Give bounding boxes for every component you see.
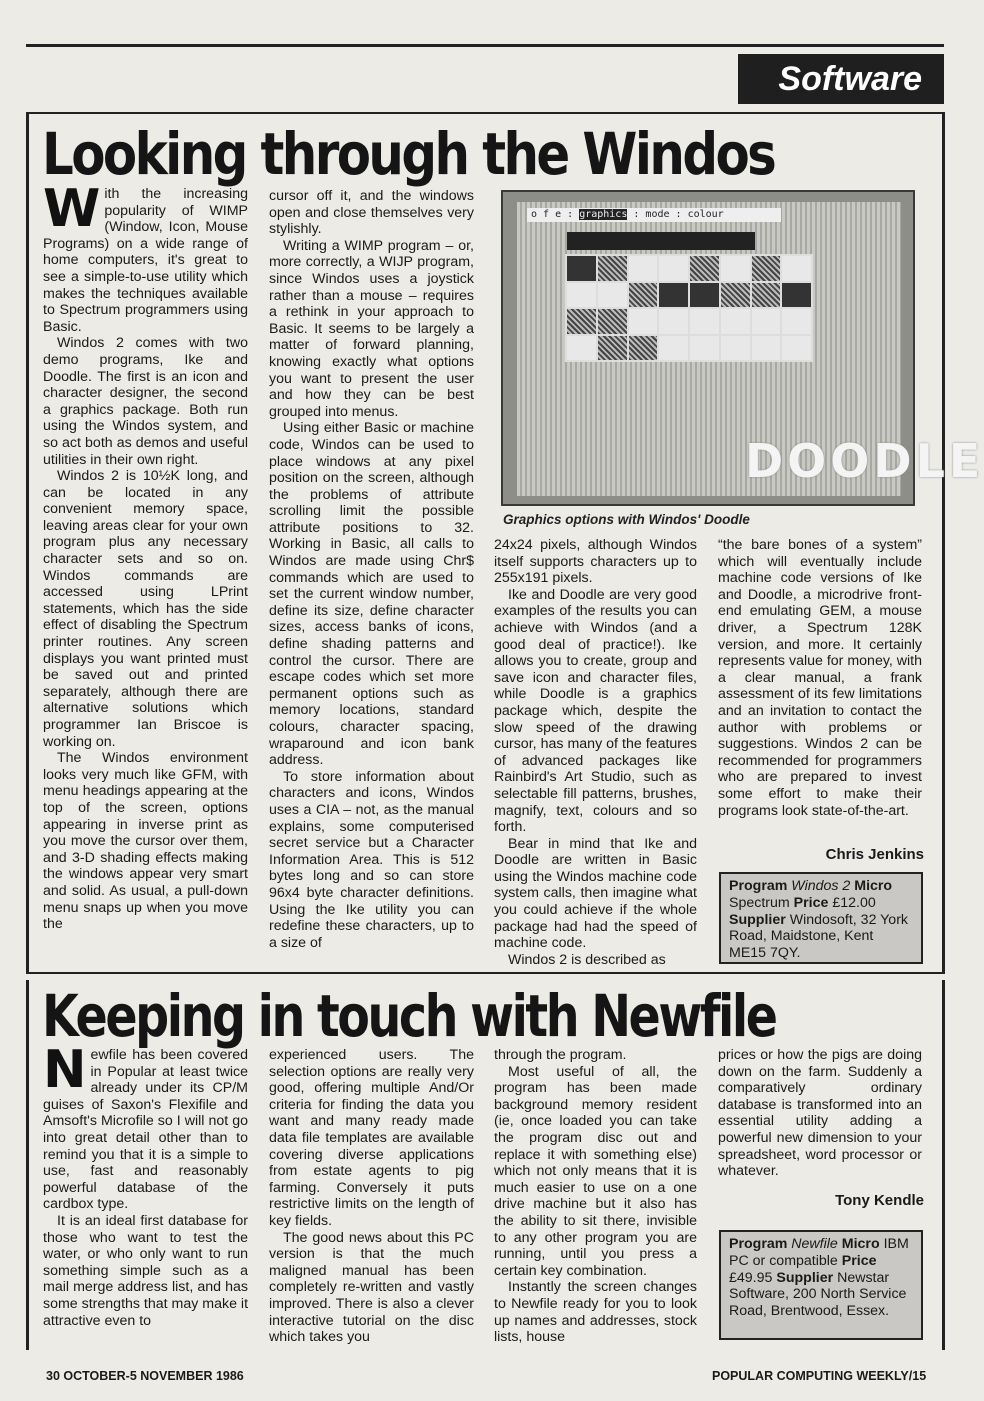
article1-infobox: Program Windos 2 Micro Spectrum Price £12.00 Supplier Windosoft, 32 York Road, Maidstone, Kent ME15 7QY. (719, 872, 923, 964)
article1-paragraph: The Windos environment looks very much like GFM, with menu headings appearing at the top of the screen, options appearing in inverse print as you move the cursor over them, and 3-D shading effects making the windows appear very smart and solid. As usual, a pull-down menu snaps up when you move the (43, 750, 248, 933)
article1-paragraph: Using either Basic or machine code, Windos can be used to place windows at any pixel position on the screen, although the problems of attribute scrolling limit the possible attribute positions to 32. Working in Basic, all calls to Windos are made using Chr$ commands which are used to set the current window number, define its size, define character sizes, access banks of icons, define shading patterns and control the cursor. There are escape codes which set more permanent options such as memory locations, standard colours, character spacing, wraparound and icon bank address. (269, 420, 474, 769)
photo-icon-grid (565, 254, 813, 362)
article2-column-4 (718, 1047, 922, 1180)
photo-caption: Graphics options with Windos' Doodle (503, 512, 750, 527)
article1-author: Chris Jenkins (825, 846, 924, 863)
article1-paragraph: With the increasing popularity of WIMP (Window, Icon, Mouse Programs) on a wide range of home computers, it's great to see a simple-to-use utility which makes the techniques available to Spectrum programmers using Basic. (43, 179, 248, 335)
article2-paragraph: experienced users. The selection options are really very good, offering multiple And/Or criteria for finding the data you want and many ready made data file templates are available covering diverse applications from estate agents to pig farming. Conversely it puts restrictive limits on the length of key fields. (269, 1047, 474, 1229)
article1-paragraph: Windos 2 comes with two demo programs, Ike and Doodle. The first is an icon and character designer, the second a graphics package. Both run using the Windos system, and so act both as demos and useful utilities in their own right. (43, 335, 248, 468)
article2-title: Keeping in touch with Newfile (42, 982, 776, 1050)
article1-paragraph: Windos 2 is 10½K long, and can be located in any convenient memory space, leaving areas clear for your own program plus any necessary character sets and so on. Windos commands are accessed using LPrint statements, which has the side effect of disabling the Spectrum printer routines. Any screen displays you want printed must be saved out and printed separately, although there are alternative solutions which programmer Ian Briscoe is working on. (43, 468, 248, 750)
article2-column-2 (269, 1047, 474, 1346)
frame2-right (942, 980, 945, 1350)
doodle-logo: DOODLE (745, 434, 984, 488)
article1-paragraph: Bear in mind that Ike and Doodle are written in Basic using the Windos machine code system calls, then imagine what you could achieve if the whole package had had the speed of machine code. (494, 835, 697, 952)
article1-column-4 (718, 537, 922, 819)
article2-column-3 (494, 1047, 697, 1346)
footer-date: 30 OCTOBER-5 NOVEMBER 1986 (46, 1369, 244, 1383)
article1-paragraph: Windos 2 is described as (508, 951, 666, 968)
frame-left (26, 112, 29, 974)
frame-bottom (26, 972, 944, 974)
article1-paragraph: Writing a WIMP program – or, more correctly, a WIJP program, since Windos uses a joystick rather than a mouse – requires a rethink in your approach to Basic. It seems to be largely a matter of forward planning, knowing exactly what options you want to present the user and how they can be best grouped into menus. (269, 237, 474, 420)
dropcap: W (43, 179, 101, 239)
article1-column-3 (494, 537, 697, 968)
article1-paragraph: Ike and Doodle are very good examples of the results you can achieve with Windos (and a good deal of practice!). Ike allows you to create, group and save icon and character files, while Doodle is a graphics package which, despite the slow speed of the drawing cursor, has many of the features of advanced packages like Rainbird's Art Studio, such as selectable fill patterns, brushes, magnify, text, colours and so forth. (494, 586, 697, 836)
article1-column-1 (43, 179, 248, 933)
article1-paragraph: To store information about characters and icons, Windos uses a CIA – not, as the manual explains, some computerised secret service but a Character Information Area. This is 512 bytes long and so can store 96x4 byte character definitions. Using the Ike utility you can redefine these characters, up to a size of (269, 768, 474, 951)
frame-top (26, 112, 944, 114)
frame-right (942, 112, 945, 974)
section-tag: Software (738, 54, 944, 104)
screenshot-photo (501, 190, 984, 506)
article2-paragraph: through the program. (494, 1047, 627, 1063)
article1-title: Looking through the Windos (42, 120, 775, 188)
article1-paragraph: “the bare bones of a system” which will eventually include machine code versions of Ike and Doodle, a microdrive front-end emulating GEM, a mouse driver, a Spectrum 128K version, and more. It certainly represents value for money, with a clear manual, a frank assessment of its few limitations and an invitation to contact the author with problems or suggestions. Windos 2 can be recommended for programmers who are prepared to invest some effort to make their programs look state-of-the-art. (718, 537, 922, 819)
article1-paragraph: 24x24 pixels, although Windos itself supports characters up to 255x191 pixels. (494, 537, 697, 587)
footer-page: POPULAR COMPUTING WEEKLY/15 (712, 1369, 927, 1383)
article2-paragraph: It is an ideal first database for those who want to test the water, or who only want to run something simple such as a mail merge address list, and has some strengths that may make it attractive even to (43, 1212, 249, 1329)
frame2-left (26, 980, 29, 1350)
article2-paragraph: The good news about this PC version is that the much maligned manual has been completely re-written and vastly improved. There is also a clever interactive tutorial on the disc which takes you (269, 1229, 474, 1346)
article2-infobox: Program Newfile Micro IBM PC or compatible Price £49.95 Supplier Newstar Software, 200 North Service Road, Brentwood, Essex. (719, 1230, 923, 1340)
dropcap: N (43, 1040, 87, 1100)
article2-paragraph: Newfile has been covered in Popular at least twice already under its CP/M guises of Saxon's Flexifile and Amsoft's Microfile so I will not go into great detail other than to remind you that it is a simple to use, fast and reasonably powerful database of the cardbox type. (43, 1040, 248, 1213)
article2-paragraph: Instantly the screen changes to Newfile ready for you to look up names and addresses, stock lists, house (494, 1279, 697, 1346)
photo-screen (517, 202, 984, 496)
photo-window-bar (567, 232, 755, 250)
article2-paragraph: prices or how the pigs are doing down on the farm. Suddenly a comparatively ordinary database is transformed into an essential utility adding a powerful new dimension to your spreadsheet, word processor or whatever. (718, 1047, 922, 1180)
photo-menubar: o f e : graphics : mode : colour (527, 208, 781, 222)
article2-author: Tony Kendle (835, 1192, 924, 1209)
top-rule (26, 44, 944, 47)
article1-column-2 (269, 188, 474, 951)
article2-paragraph: Most useful of all, the program has been made background memory resident (ie, once loaded you can take the program disc out and replace it with something else) which not only means that it is much easier to use on a one drive machine but it also has the ability to sit there, invisible to any other program you are running, until you press a certain key combination. (494, 1063, 697, 1279)
article1-paragraph: cursor off it, and the windows open and close themselves very stylishly. (269, 188, 474, 238)
article2-column-1 (43, 1040, 249, 1329)
